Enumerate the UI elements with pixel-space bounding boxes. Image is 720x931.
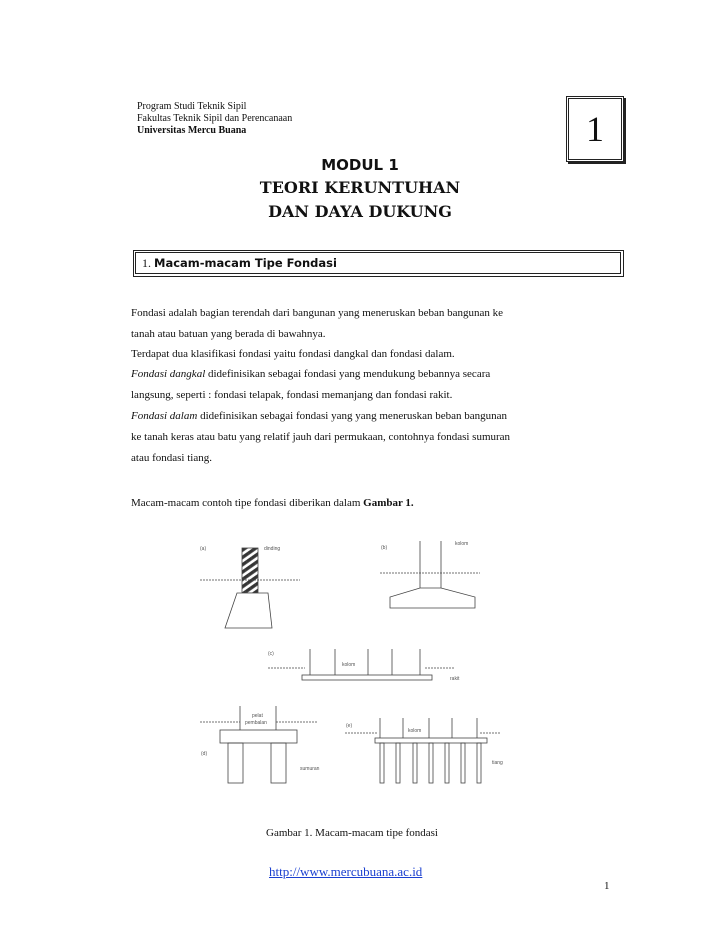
label: kolom [342, 662, 356, 668]
label: (d) [201, 751, 208, 757]
term-shallow: Fondasi dangkal [131, 368, 206, 380]
diagram-d [200, 706, 320, 783]
text: Macam-macam contoh tipe fondasi diberikan dalam [131, 497, 364, 509]
university-name: Universitas Mercu Buana [137, 125, 247, 136]
label: dinding [264, 546, 281, 552]
paragraph-line: Fondasi adalah bagian terendah dari bangunan yang meneruskan beban bangunan ke [131, 307, 504, 319]
paragraph-line: ke tanah keras atau batu yang relatif jauh dari permukaan, contohnya fondasi sumuran [131, 431, 511, 443]
figure-caption: Gambar 1. Macam-macam tipe fondasi [266, 827, 438, 839]
text: didefinisikan sebagai fondasi yang mendukung bebannya secara [205, 368, 491, 380]
title-line-2: TEORI KERUNTUHAN [259, 178, 461, 197]
label: sumuran [300, 766, 320, 772]
term-deep: Fondasi dalam [131, 410, 198, 422]
label: kolom [455, 541, 469, 547]
paragraph-line: atau fondasi tiang. [131, 452, 212, 464]
label: rakit [450, 676, 460, 682]
title-line-3: DAN DAYA DUKUNG [268, 202, 452, 221]
module-title: MODUL 1 [321, 156, 399, 174]
paragraph-line: langsung, seperti : fondasi telapak, fondasi memanjang dan fondasi rakit. [131, 389, 453, 401]
text: didefinisikan sebagai fondasi yang yang meneruskan beban bangunan [197, 410, 508, 422]
diagram-b [380, 541, 480, 608]
diagram-c [268, 649, 460, 682]
label: (e) [346, 723, 353, 729]
page-number: 1 [604, 880, 610, 892]
label: pelat [252, 713, 263, 719]
diagram-a [200, 546, 300, 628]
faculty-name: Fakultas Teknik Sipil dan Perencanaan [137, 113, 293, 124]
label: (a) [200, 546, 207, 552]
program-name: Program Studi Teknik Sipil [137, 101, 247, 112]
website-link[interactable]: http://www.mercubuana.ac.id [269, 864, 423, 879]
diagram-e [345, 718, 503, 783]
label: tiang [492, 760, 503, 766]
label: (c) [268, 651, 274, 657]
label: pembalan [245, 720, 267, 726]
paragraph-line: Terdapat dua klasifikasi fondasi yaitu fondasi dangkal dan fondasi dalam. [131, 348, 455, 360]
section-title: Macam-macam Tipe Fondasi [154, 256, 337, 270]
module-number-box: 1 [566, 96, 624, 162]
label: (b) [381, 545, 388, 551]
label: kolom [408, 728, 422, 734]
section-number: 1. [142, 256, 151, 270]
paragraph-line: tanah atau batuan yang berada di bawahnya. [131, 328, 326, 340]
figure-reference: Gambar 1. [363, 497, 414, 509]
